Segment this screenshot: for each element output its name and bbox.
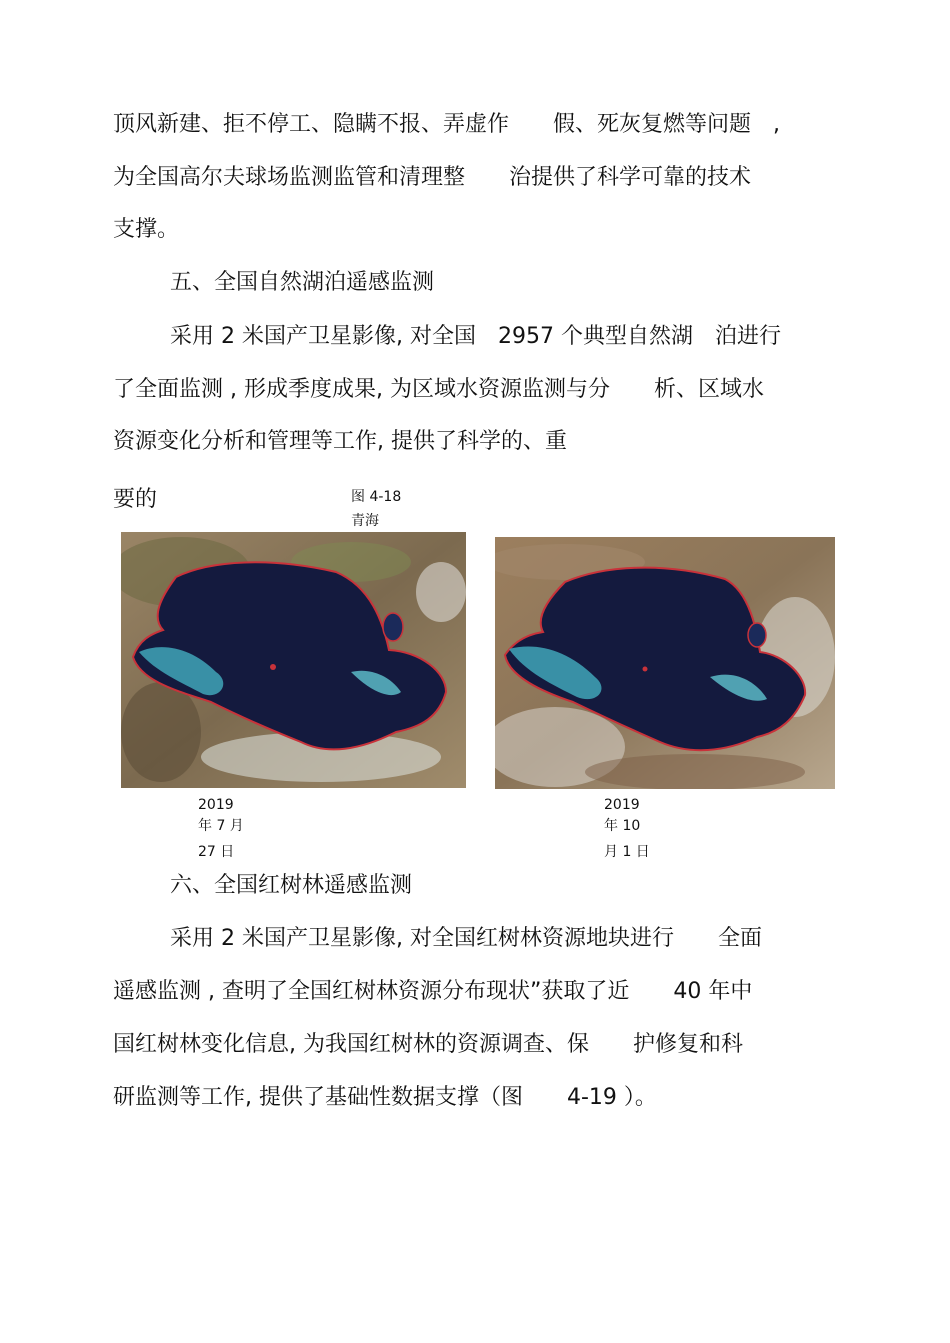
paragraph-2-line-3: 资源变化分析和管理等工作, 提供了科学的、重 xyxy=(113,429,567,454)
left-date-year: 2019 xyxy=(198,797,234,813)
section-heading-mangroves: 六、全国红树林遥感监测 xyxy=(170,873,413,898)
paragraph-3-line-4: 研监测等工作, 提供了基础性数据支撑（图 4-19 ）。 xyxy=(113,1085,657,1110)
right-date-year: 2019 xyxy=(604,797,640,813)
lake-image-july xyxy=(121,532,466,788)
left-date-month: 年 7 月 xyxy=(198,818,244,834)
left-date-day: 27 日 xyxy=(198,844,235,860)
paragraph-3-line-2: 遥感监测 , 查明了全国红树林资源分布现状”获取了近 40 年中 xyxy=(113,979,753,1004)
paragraph-3-line-3: 国红树林变化信息, 为我国红树林的资源调查、保 护修复和科 xyxy=(113,1032,743,1057)
lake-image-october xyxy=(495,537,835,789)
figure-caption-number: 图 4-18 xyxy=(351,489,402,505)
paragraph-3-line-1: 采用 2 米国产卫星影像, 对全国红树林资源地块进行 全面 xyxy=(170,926,762,951)
right-date-day: 月 1 日 xyxy=(604,844,650,860)
paragraph-1-line-2: 为全国高尔夫球场监测监管和清理整 治提供了科学可靠的技术 xyxy=(113,165,752,190)
paragraph-1-line-1: 顶风新建、拒不停工、隐瞒不报、弄虚作 假、死灰复燃等问题 , xyxy=(113,112,780,137)
section-heading-lakes: 五、全国自然湖泊遥感监测 xyxy=(170,270,435,295)
figure-caption-title: 青海 xyxy=(351,513,379,529)
paragraph-2-line-2: 了全面监测 , 形成季度成果, 为区域水资源监测与分 析、区域水 xyxy=(113,377,764,402)
paragraph-2-line-1: 采用 2 米国产卫星影像, 对全国 2957 个典型自然湖 泊进行 xyxy=(170,324,781,349)
right-date-month: 年 10 xyxy=(604,818,641,834)
paragraph-1-line-3: 支撑。 xyxy=(113,217,180,242)
paragraph-2-line-4: 要的 xyxy=(113,487,158,512)
